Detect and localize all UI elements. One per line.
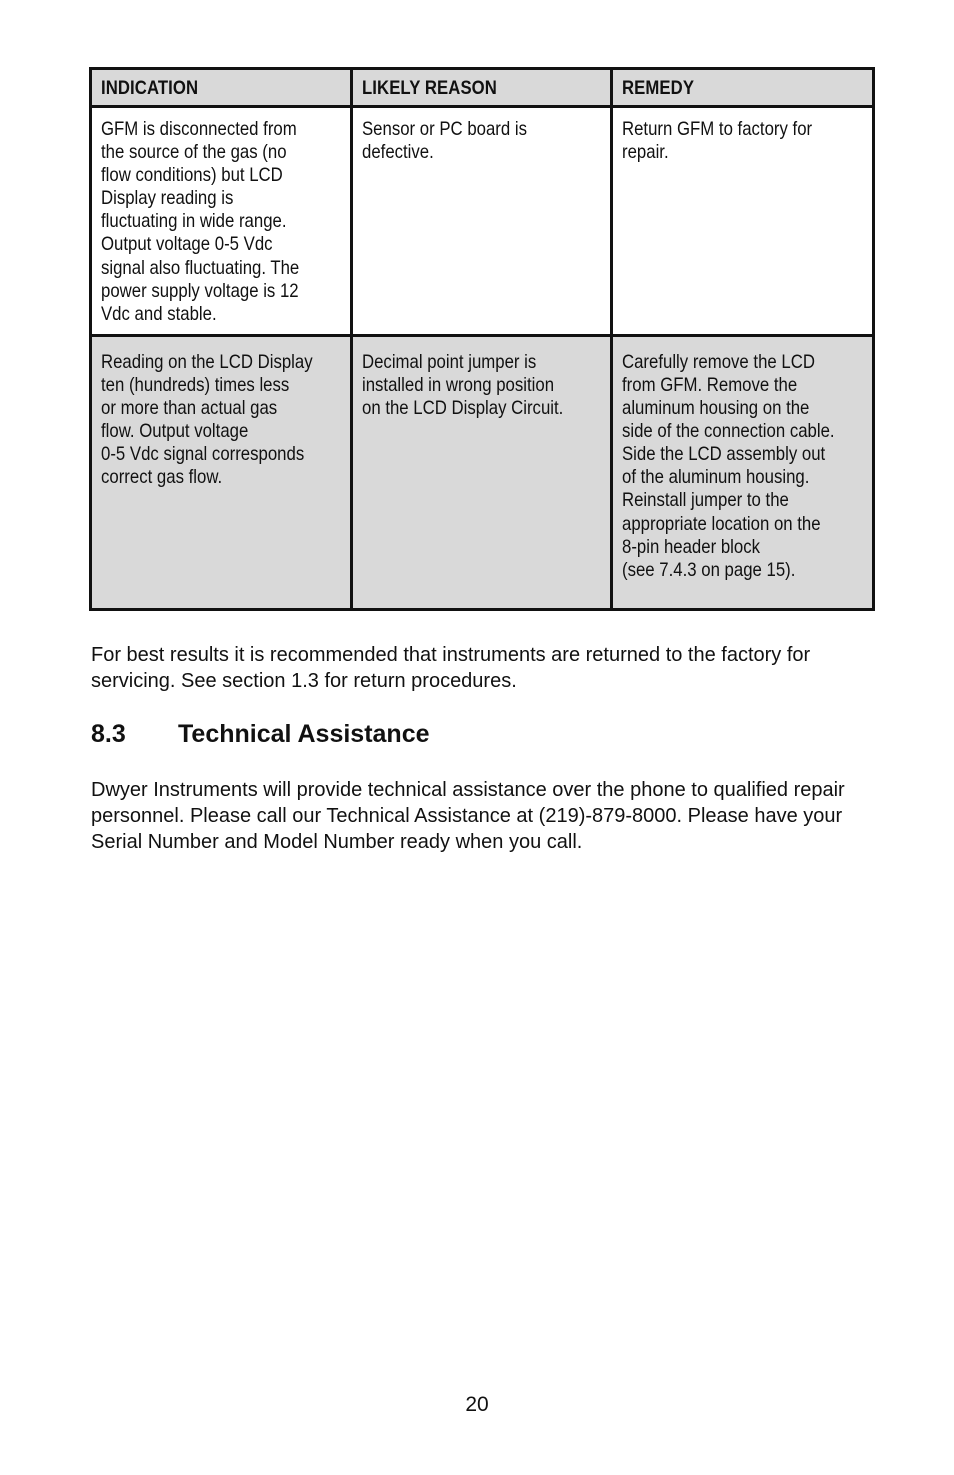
indication-cell: GFM is disconnected from the source of the gas (no flow conditions) but LCD Display reading is fluctuating in wide range. Output voltage 0-5 Vdc signal also fluctuating. The power supply voltage is 12 Vdc and stable. xyxy=(91,107,352,336)
indication-cell: Reading on the LCD Display ten (hundreds) times less or more than actual gas flow. Output voltage 0-5 Vdc signal corresponds correct gas flow. xyxy=(91,335,352,609)
section-heading xyxy=(91,718,430,750)
section-title: Technical Assistance xyxy=(178,720,430,748)
remedy-cell: Return GFM to factory for repair. xyxy=(612,107,874,336)
table-row xyxy=(91,107,874,336)
column-header-remedy: REMEDY xyxy=(612,69,874,107)
section-number: 8.3 xyxy=(91,720,126,748)
likely-reason-cell: Decimal point jumper is installed in wrong position on the LCD Display Circuit. xyxy=(352,335,612,609)
table-row xyxy=(91,335,874,609)
page-number: 20 xyxy=(465,1393,489,1416)
technical-assistance-paragraph: Dwyer Instruments will provide technical assistance over the phone to qualified repair personnel. Please call our Technical Assistance at (219)-879-8000. Please have your Serial Number and Model Number ready when you call. xyxy=(91,779,845,853)
remedy-cell: Carefully remove the LCD from GFM. Remove the aluminum housing on the side of the connection cable. Side the LCD assembly out of the aluminum housing. Reinstall jumper to the appropriate location on the 8-pin header block (see 7.4.3 on page 15). xyxy=(612,335,874,609)
column-header-likely-reason: LIKELY REASON xyxy=(352,69,612,107)
likely-reason-cell: Sensor or PC board is defective. xyxy=(352,107,612,336)
troubleshooting-table xyxy=(89,67,875,611)
factory-return-paragraph: For best results it is recommended that instruments are returned to the factory for servicing. See section 1.3 for return procedures. xyxy=(91,644,811,692)
column-header-indication: INDICATION xyxy=(91,69,352,107)
table-header-row xyxy=(91,69,874,107)
